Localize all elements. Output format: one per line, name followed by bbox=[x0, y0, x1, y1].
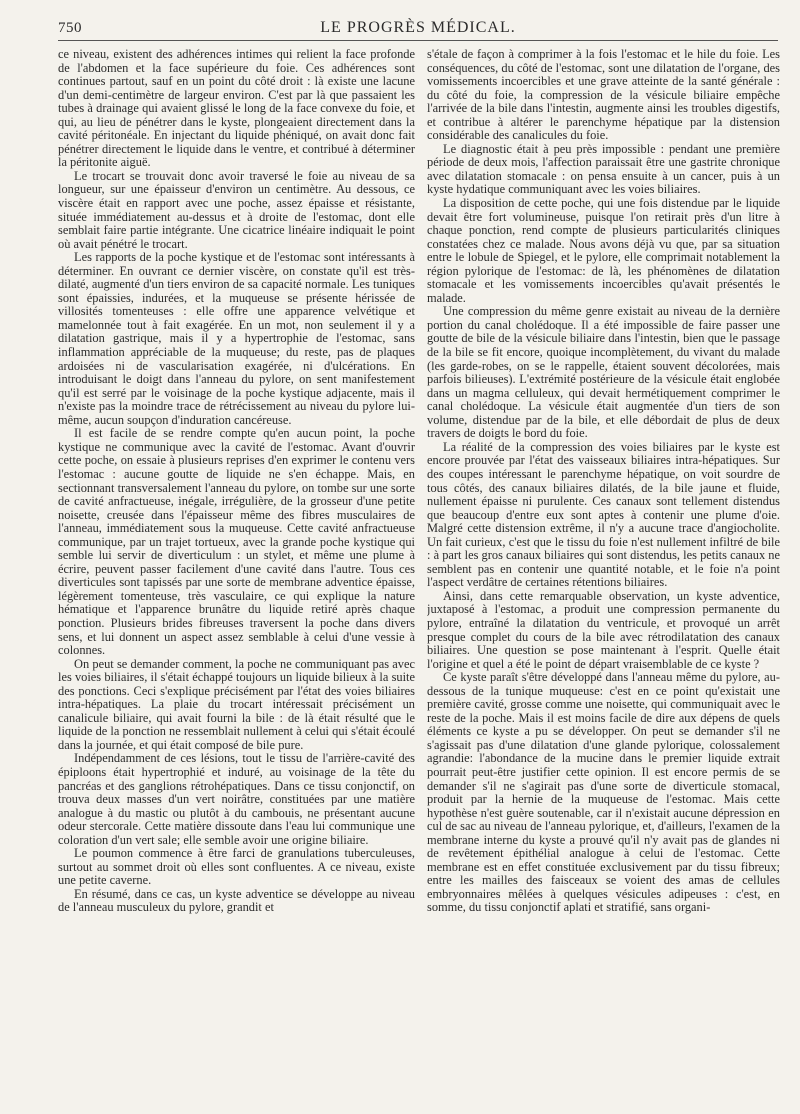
journal-title: LE PROGRÈS MÉDICAL. bbox=[320, 19, 516, 36]
paragraph: En résumé, dans ce cas, un kyste adventice se développe au niveau de l'anneau musculeux du pylore, grandit et bbox=[58, 886, 415, 915]
paragraph: Il est facile de se rendre compte qu'en aucun point, la poche kystique ne communique avec la cavité de l'estomac. Avant d'ouvrir cette poche, on essaie à plusieurs reprises d'en exprimer le contenu vers l'estomac : aucune goutte de liquide ne s'en échappe. Mais, en sectionnant transversalement l'anneau du pylore, on tombe sur une sorte de cavité anfractueuse, inégale, irrégulière, de la grosseur d'une petite noisette, creusée dans l'épaisseur même des fibres musculaires de l'anneau, immédiatement sous la muqueuse. Cette cavité anfractueuse communique, par un trajet tortueux, avec la grande poche kystique qui semble lui servir de diverticulum : un stylet, et même une plume à écrire, peuvent passer facilement d'une cavité dans l'autre. Tous ces diverticules sont tapissés par une sorte de membrane adventice épaisse, légèrement tomenteuse, très vasculaire, ce qui explique la nature hématique et l'apparence brunâtre du liquide retiré après chaque ponction. Plusieurs brides fibreuses traversent la poche dans divers sens, et lui donnent un aspect assez semblable à celui d'une vessie à colonnes. bbox=[58, 426, 415, 658]
paragraph: Ce kyste paraît s'être développé dans l'anneau même du pylore, au-dessous de la tunique muqueuse: c'est en ce point qu'existait une première cavité, grosse comme une noisette, qui communiquait avec le reste de la poche. Mais il est moins facile de dire aux dépens de quels éléments ce kyste a pu se développer. On peut se demander s'il ne s'agissait pas d'une dilatation d'une glande pylorique, colossalement agrandie: l'abondance de la mucine dans le premier liquide extrait pourrait peut-être justifier cette opinion. Il est encore permis de se demander s'il ne s'agirait pas d'une sorte de diverticule stomacal, produit par la hernie de la muqueuse de l'estomac. Mais cette hypothèse n'est guère soutenable, car il n'existait aucune dépression en cul de sac au niveau de l'anneau pylorique, et, d'ailleurs, l'examen de la membrane interne du kyste a prouvé qu'il n'y avait pas de glandes ni de revêtement épithélial analogue à celui de l'estomac. Cette membrane est en effet constituée exclusivement par du tissu fibreux; entre les mailles des faisceaux se voient des amas de cellules embryonnaires mêlées à quelques vésicules adipeuses : c'est, en somme, du tissu conjonctif aplati et stratifié, sans organi- bbox=[427, 670, 780, 915]
paragraph: Le diagnostic était à peu près impossible : pendant une première période de deux mois, l'affection paraissait être une gastrite chronique avec dilatation stomacale : on pensa ensuite à un cancer, puis à un kyste hydatique communiquant avec les voies biliaires. bbox=[427, 141, 780, 197]
paragraph: Les rapports de la poche kystique et de l'estomac sont intéressants à déterminer. En ouvrant ce dernier viscère, on constate qu'il est très-dilaté, augmenté d'un tiers environ de sa capacité normale. Les tuniques sont épaissies, indurées, et la muqueuse se présente hérissée de villosités tomenteuses : elle offre une apparence velvétique et mamelonnée tout à fait exagérée. En un mot, non seulement il y a dilatation gastrique, mais il y a hypertrophie de l'estomac, sans inflammation appréciable de la muqueuse; du reste, pas de plaques ardoisées ni de vascularisation exagérée, ni d'ulcérations. En introduisant le doigt dans l'anneau du pylore, on sent manifestement qu'il est serré par le voisinage de la poche kystique adjacente, mais il n'existe pas la moindre trace de rétrécissement au niveau du pylore lui-même, aucun soupçon d'induration cancéreuse. bbox=[58, 250, 415, 427]
paragraph: La réalité de la compression des voies biliaires par le kyste est encore prouvée par l'état des vaisseaux biliaires intra-hépatiques. Sur des coupes intéressant le parenchyme hépatique, on voit sourdre de tous côtés, des canaux biliaires dilatés, de la bile jaune et fluide, nullement épaisse ni purulente. Ces canaux sont tellement distendus que beaucoup d'entre eux sont aptes à contenir une plume d'oie. Malgré cette distension extrême, il n'y a aucune trace d'angiocholite. Un fait curieux, c'est que le tissu du foie n'est nullement infiltré de bile : à part les gros canaux biliaires qui sont distendus, les petits canaux ne semblent pas en contenir une quantité notable, et le foie n'a point l'aspect verdâtre de certaines rétentions biliaires. bbox=[427, 439, 780, 590]
page-number: 750 bbox=[58, 20, 82, 36]
paragraph: s'étale de façon à comprimer à la fois l'estomac et le hile du foie. Les conséquences, du côté de l'estomac, sont une dilatation de l'organe, des vomissements incoercibles et une grave atteinte de la santé générale : du côté du foie, la compression de la vésicule biliaire empêche l'arrivée de la bile dans l'intestin, augmente ainsi les troubles digestifs, et contribue à altérer le parenchyme hépatique par la distension considérable des canalicules du foie. bbox=[427, 48, 780, 143]
paragraph: ce niveau, existent des adhérences intimes qui relient la face profonde de l'abdomen et la face supérieure du foie. Ces adhérences sont continues partout, sauf en un point du côté droit : là existe une lacune d'un demi-centimètre de largeur environ. C'est par là que passaient les tubes à drainage qui avaient glissé le long de la face convexe du foie, et qui, au lieu de pénétrer dans le kyste, plongeaient directement dans la cavité péritonéale. En injectant du liquide phéniqué, on avait donc fait pénétrer directement le liquide dans le ventre, et contribué à déterminer la péritonite aiguë. bbox=[58, 48, 415, 170]
right-column bbox=[427, 48, 780, 1102]
paragraph: Ainsi, dans cette remarquable observation, un kyste adventice, juxtaposé à l'estomac, a produit une compression permanente du pylore, entraîné la dilatation du ventricule, et provoqué un arrêt presque complet du cours de la bile avec rétrodilatation des canaux biliaires. Une question se pose maintenant à l'esprit. Quelle était l'origine et quel a été le point de départ vraisemblable de ce kyste ? bbox=[427, 588, 780, 671]
paragraph: Le poumon commence à être farci de granulations tuberculeuses, surtout au sommet droit où elles sont confluentes. A ce niveau, existe une petite caverne. bbox=[58, 846, 415, 888]
paragraph: Une compression du même genre existait au niveau de la dernière portion du canal cholédoque. Il a été impossible de faire passer une goutte de bile de la vésicule biliaire dans l'intestin, bien que le passage de la bile se fit encore, quoique incomplètement, du vivant du malade (les garde-robes, on se le rappelle, étaient souvent décolorées, mais parfois bilieuses). L'extrémité postérieure de la vésicule était englobée dans un magma celluleux, qui devait hermétiquement comprimer le canal cholédoque. La vésicule était augmentée d'un tiers de son volume, distendue par de la bile, et elle débordait de plus de deux travers de doigts le bord du foie. bbox=[427, 304, 780, 441]
paragraph: Le trocart se trouvait donc avoir traversé le foie au niveau de sa longueur, sur une épaisseur d'environ un centimètre. Au dessous, ce viscère était en rapport avec une poche, assez épaisse et résistante, située immédiatement au-dessus et à droite de l'estomac, dont elle semblait faire partie intégrante. Une cicatrice linéaire indiquait le point où avait pénétré le trocart. bbox=[58, 168, 415, 251]
paragraph: On peut se demander comment, la poche ne communiquant pas avec les voies biliaires, il s'était échappé toujours un liquide bilieux à la suite des ponctions. Ceci s'explique précisément par l'état des voies biliaires intra-hépatiques. La plaie du trocart intéressait précisément un canalicule biliaire, qui avait fourni la bile : de là était résulté que le liquide de la ponction ne ressemblait nullement à celui qui s'était écoulé dans la journée, et qui était composé de bile pure. bbox=[58, 656, 415, 752]
paragraph: La disposition de cette poche, qui une fois distendue par le liquide devait être fort volumineuse, puisque l'on retirait près d'un litre à chaque ponction, rend compte de plusieurs particularités cliniques constatées chez ce malade. Nous avons déjà vu que, par sa situation entre le lobule de Spiegel, et le pylore, elle comprimait notablement la région pylorique de l'estomac: de là, les phénomènes de dilatation stomacale et les vomissements incoercibles qu'avait présentés le malade. bbox=[427, 196, 780, 305]
left-column bbox=[58, 48, 415, 1102]
page-header bbox=[58, 18, 778, 41]
paragraph: Indépendamment de ces lésions, tout le tissu de l'arrière-cavité des épiploons était hypertrophié et induré, au voisinage de la tête du pancréas et des ganglions rétrohépatiques. Dans ce tissu conjonctif, on trouva deux masses d'un vert noirâtre, constituées par une matière analogue à du mastic ou plutôt à du cambouis, ne présentant aucune odeur stercorale. Cette matière dissoute dans l'eau lui communique une coloration d'un vert sale; elle semble avoir une origine biliaire. bbox=[58, 751, 415, 847]
